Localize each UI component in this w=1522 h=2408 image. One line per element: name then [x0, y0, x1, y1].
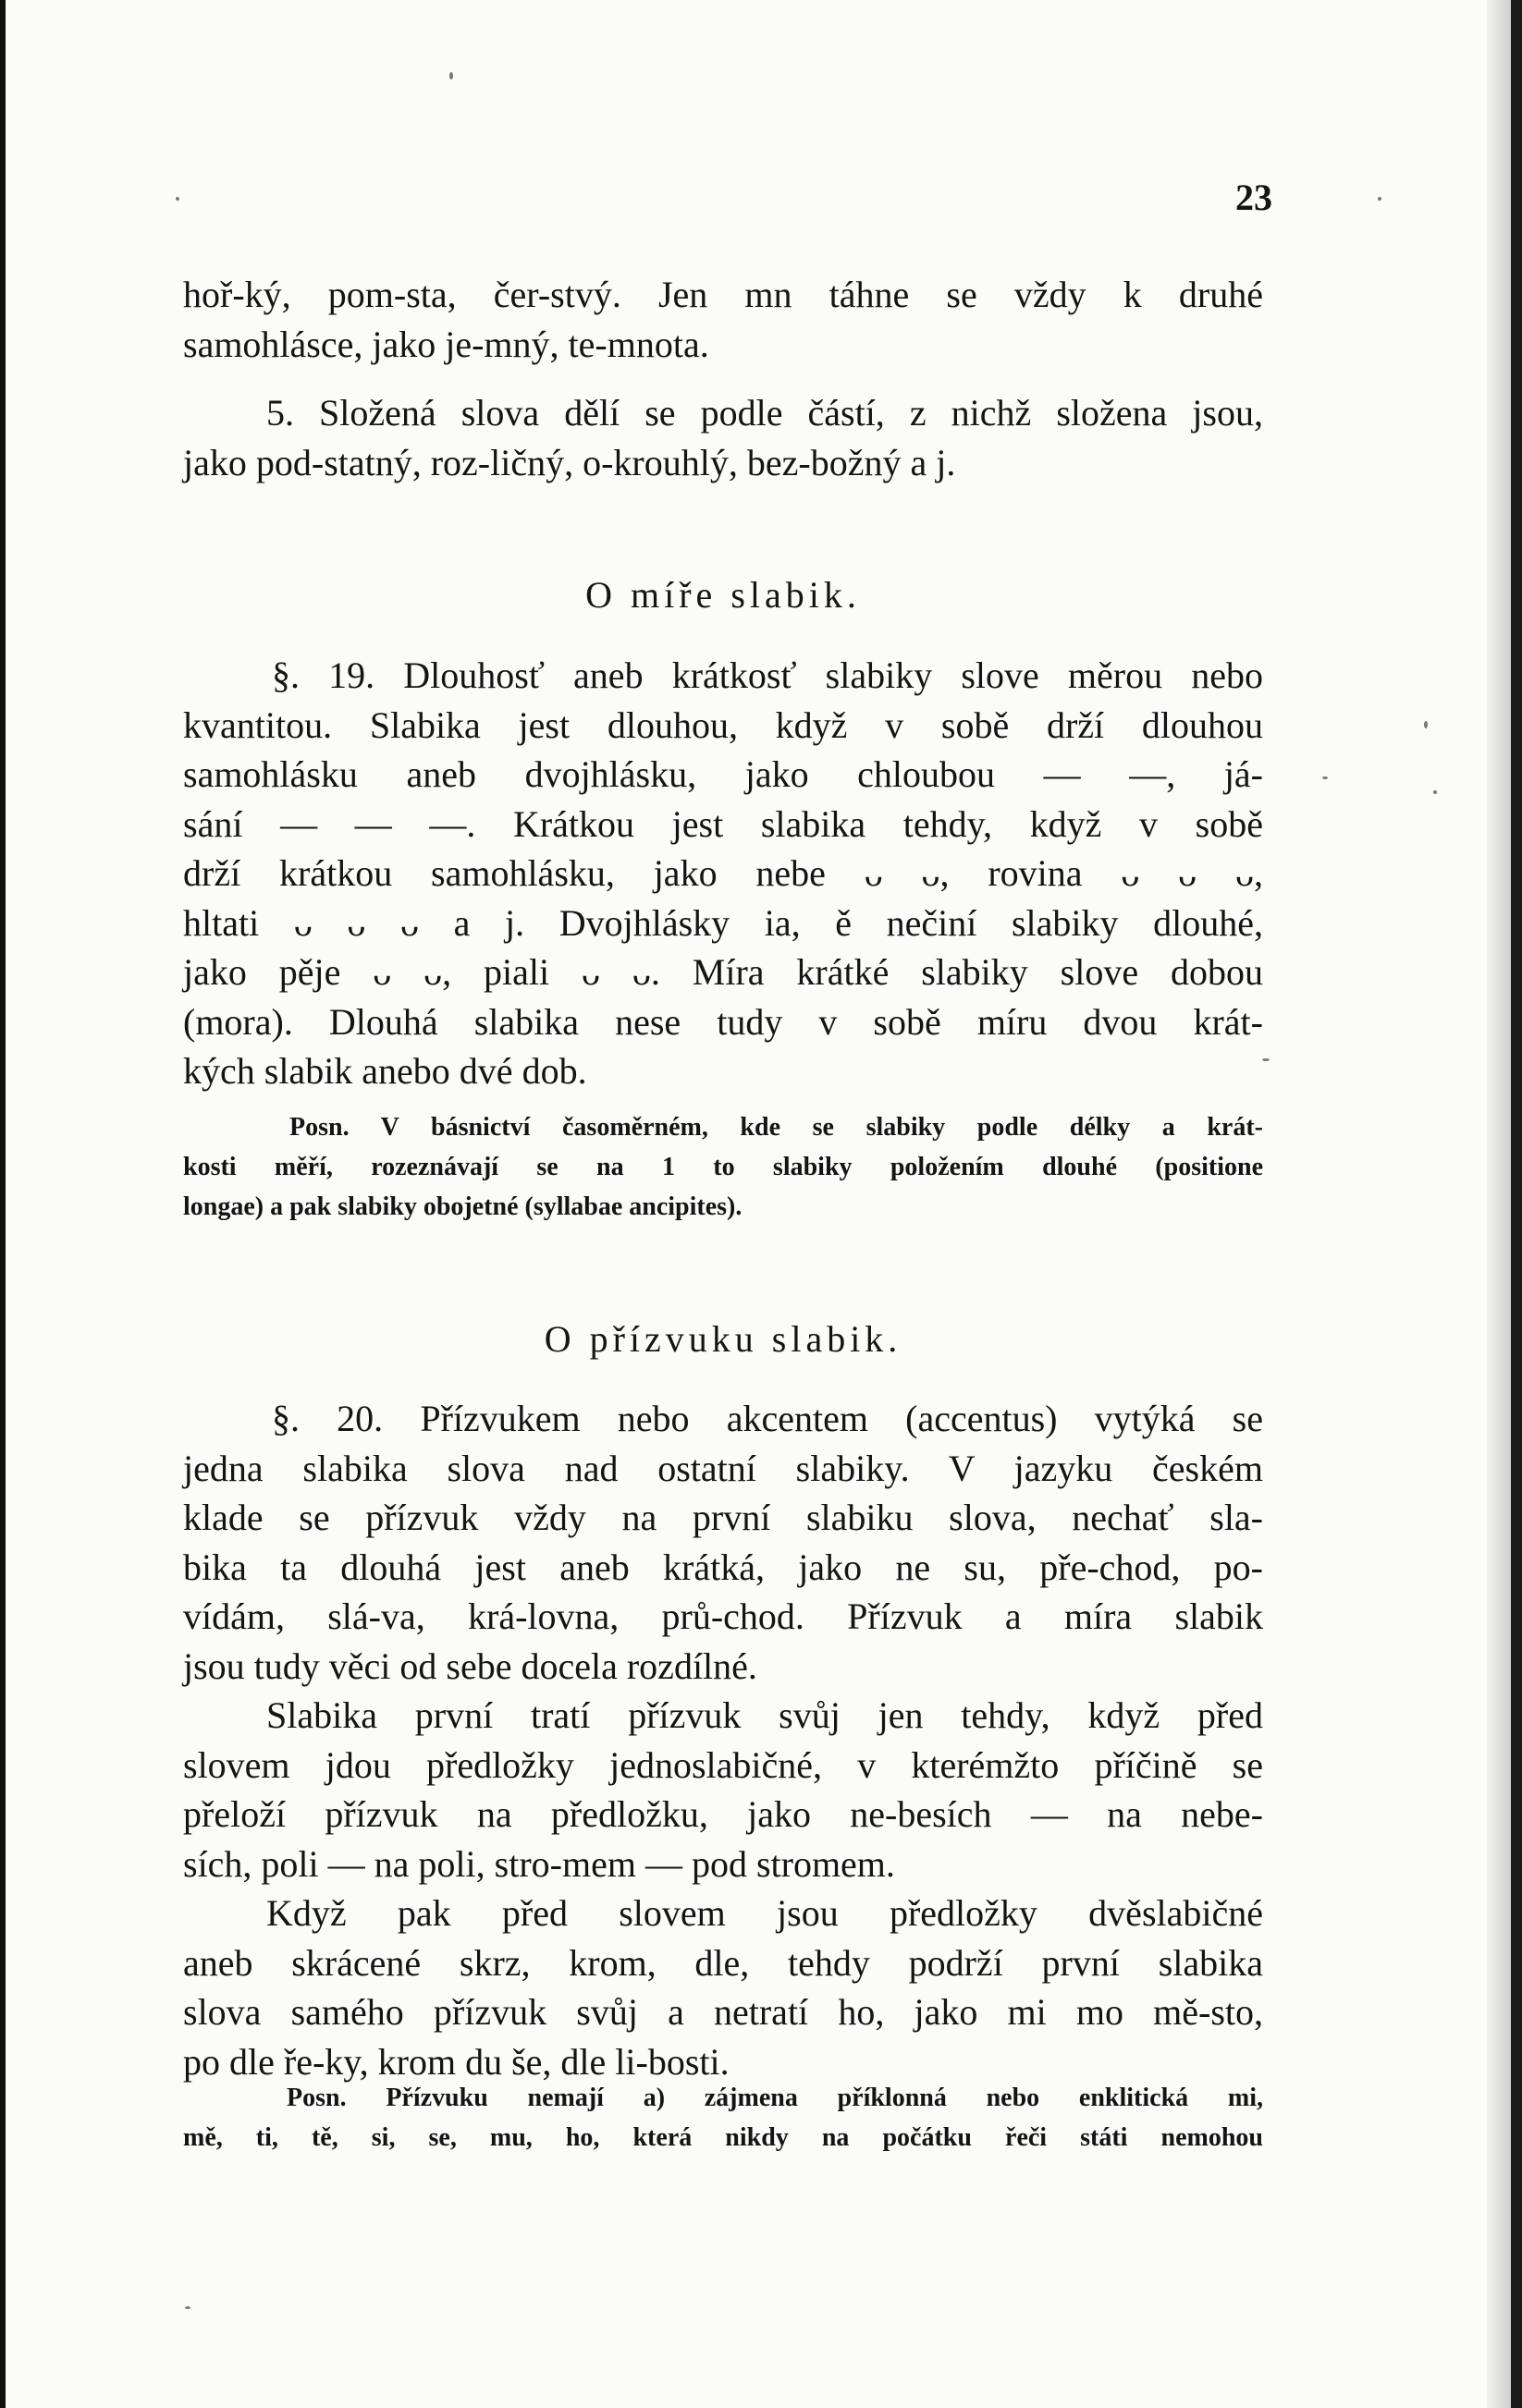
text-line: samohlásku aneb dvojhlásku, jako chloubou — —, já- [183, 753, 1263, 795]
text-line: jako pod-statný, roz-ličný, o-krouhlý, bez-božný a j. [183, 441, 956, 483]
text-line: hltati ᴗ ᴗ ᴗ a j. Dvojhlásky ia, ě nečiní slabiky dlouhé, [183, 901, 1263, 944]
paragraph-two-syllable-prepositions [183, 1889, 1263, 2086]
page-number: 23 [1235, 177, 1272, 218]
paragraph-accent-prepositions [183, 1691, 1263, 1889]
text-line: sání — — —. Krátkou jest slabika tehdy, když v sobě [183, 802, 1263, 845]
note-line: longae) a pak slabiky obojetné (syllabae ancipites). [183, 1192, 743, 1221]
footnote-quantitative-verse [183, 1107, 1263, 1227]
scan-speck [1424, 721, 1428, 728]
scan-speck [1433, 790, 1437, 794]
text-line: kvantitou. Slabika jest dlouhou, když v sobě drží dlouhou [183, 703, 1263, 746]
text-line: slovem jdou předložky jednoslabičné, v kterémžto příčině se [183, 1743, 1263, 1786]
text-line: kých slabik anebo dvé dob. [183, 1050, 587, 1092]
paragraph-syllable-division-end [183, 270, 1263, 369]
note-line: kosti měří, rozeznávají se na 1 to slabiky položením dlouhé (positione [183, 1153, 1263, 1181]
text-line: sích, poli — na poli, stro-mem — pod stromem. [183, 1842, 895, 1885]
text-line: přeloží přízvuk na předložku, jako ne-besích — na nebe- [183, 1793, 1263, 1835]
text-line: slova samého přízvuk svůj a netratí ho, jako mi mo mě-sto, [183, 1991, 1263, 2033]
text-line: hoř-ký, pom-sta, čer-stvý. Jen mn táhne se vždy k druhé [183, 274, 1263, 315]
section-heading-syllable-length: O míře slabik. [585, 574, 861, 616]
page-left-edge [0, 0, 6, 2408]
scan-speck [176, 197, 179, 201]
note-line: Posn. V básnictví časoměrném, kde se slabiky podle délky a krát- [289, 1113, 1263, 1142]
paragraph-compound-words [183, 388, 1263, 487]
text-line: 5. Složená slova dělí se podle částí, z nichž složena jsou, [266, 392, 1263, 434]
scan-speck [1262, 1058, 1270, 1061]
page-right-edge [1511, 0, 1522, 2408]
scan-speck [185, 2306, 190, 2309]
text-line: Slabika první tratí přízvuk svůj jen tehdy, když před [266, 1694, 1263, 1736]
section-heading-syllable-accent: O přízvuku slabik. [544, 1318, 902, 1360]
paragraph-section-19 [183, 651, 1263, 1096]
text-line: jedna slabika slova nad ostatní slabiky. V jazyku českém [183, 1447, 1263, 1489]
text-line: §. 19. Dlouhosť aneb krátkosť slabiky slove měrou nebo [272, 654, 1263, 696]
text-line: Když pak před slovem jsou předložky dvěslabičné [266, 1892, 1263, 1934]
text-line: jako pěje ᴗ ᴗ, piali ᴗ ᴗ. Míra krátké slabiky slove dobou [183, 951, 1263, 993]
text-line: drží krátkou samohlásku, jako nebe ᴗ ᴗ, rovina ᴗ ᴗ ᴗ, [183, 852, 1263, 894]
text-line: klade se přízvuk vždy na první slabiku slova, nechať sla- [183, 1497, 1263, 1538]
text-line: bika ta dlouhá jest aneb krátká, jako ne su, pře-chod, po- [183, 1546, 1263, 1588]
scan-speck [1322, 776, 1328, 779]
paragraph-section-20 [183, 1394, 1263, 1691]
text-line: po dle ře-ky, krom du še, dle li-bosti. [183, 2040, 730, 2083]
text-line: samohlásce, jako je-mný, te-mnota. [183, 323, 709, 365]
text-line: §. 20. Přízvukem nebo akcentem (accentus) vytýká se [272, 1398, 1263, 1439]
text-line: jsou tudy věci od sebe docela rozdílné. [183, 1644, 757, 1687]
footnote-enclitics [183, 2078, 1263, 2157]
scan-speck [449, 72, 453, 79]
text-line: vídám, slá-va, krá-lovna, prů-chod. Přízvuk a míra slabik [183, 1595, 1263, 1637]
note-line: mě, ti, tě, si, se, mu, ho, která nikdy na počátku řeči státi nemohou [183, 2123, 1263, 2152]
scan-speck [1378, 197, 1381, 201]
text-line: (mora). Dlouhá slabika nese tudy v sobě míru dvou krát- [183, 1000, 1263, 1043]
text-line: aneb skrácené skrz, krom, dle, tehdy podrží první slabika [183, 1941, 1263, 1984]
page-right-shadow [1487, 0, 1511, 2408]
note-line: Posn. Přízvuku nemají a) zájmena příklonná nebo enklitická mi, [287, 2084, 1263, 2112]
